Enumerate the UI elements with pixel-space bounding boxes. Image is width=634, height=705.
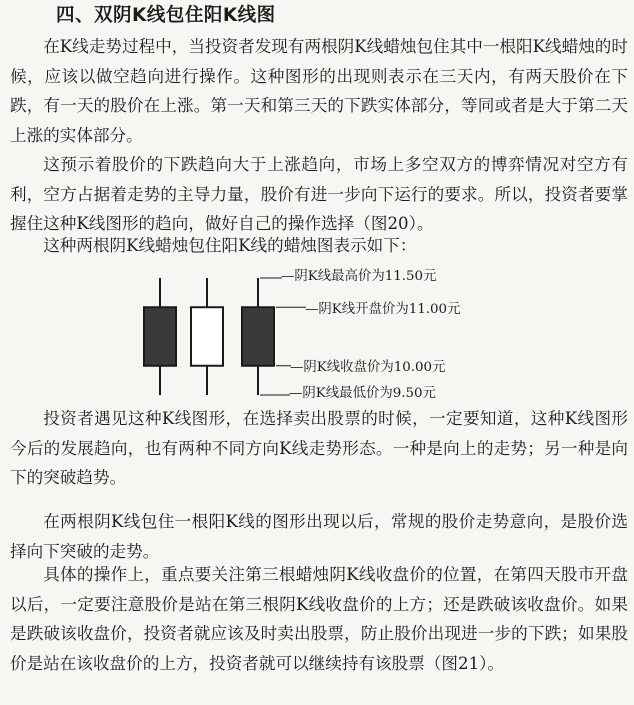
paragraph-figure-caption: 这种两根阴K线蜡烛包住阳K线的蜡烛图表示如下： (43, 236, 417, 255)
label-open-price: —阴K线开盘价为11.00元 (305, 302, 461, 317)
paragraph-intro: 在K线走势过程中，当投资者发现有两根阴K线蜡烛包住其中一根阳K线蜡烛的时候，应该以做空趋向进行操作。这种图形的出现则表示在三天内，有两天股价在下跌，有一天的股价在上涨。第一天和第三天的下跌实体部分，等同或者是大于第二天上涨的实体部分。 (10, 37, 628, 146)
paragraph-two-directions: 投资者遇见这种K线图形，在选择卖出股票的时候，一定要知道，这种K线图形今后的发展趋向，也有两种不同方向K线走势形态。一种是向上的走势；另一种是向下的突破趋势。 (10, 409, 628, 488)
label-close-price: —阴K线收盘价为10.00元 (290, 360, 446, 375)
paragraph-usual-trend: 在两根阴K线包住一根阳K线的图形出现以后，常规的股价走势意向，是股价选择向下突破的走势。 (10, 512, 628, 561)
section-heading: 四、双阴K线包住阳K线图 (56, 5, 276, 26)
label-high-price: —阴K线最高价为11.50元 (281, 269, 437, 284)
candle-body (191, 307, 223, 366)
candlestick-figure (0, 262, 634, 406)
candle-body (242, 307, 274, 366)
candle-2-yang (191, 278, 223, 395)
candle-1-yin (144, 278, 176, 395)
label-low-price: —阴K线最低价为9.50元 (289, 386, 436, 401)
candle-body (144, 307, 176, 366)
paragraph-operation: 具体的操作上，重点要关注第三根蜡烛阴K线收盘价的位置，在第四天股市开盘以后，一定要注意股价是站在第三根阴K线收盘价的上方；还是跌破该收盘价。如果是跌破该收盘价，投资者就应该及时卖出股票，防止股价出现进一步的下跌；如果股价是站在该收盘价的上方，投资者就可以继续持有该股票（图21）。 (10, 565, 628, 674)
paragraph-implication: 这预示着股价的下跌趋向大于上涨趋向，市场上多空双方的博弈情况对空方有利，空方占据着走势的主导力量，股价有进一步向下运行的要求。所以，投资者要掌握住这种K线图形的趋向，做好自己的操作选择（图20）。 (10, 155, 628, 234)
candle-3-yin (242, 278, 274, 395)
